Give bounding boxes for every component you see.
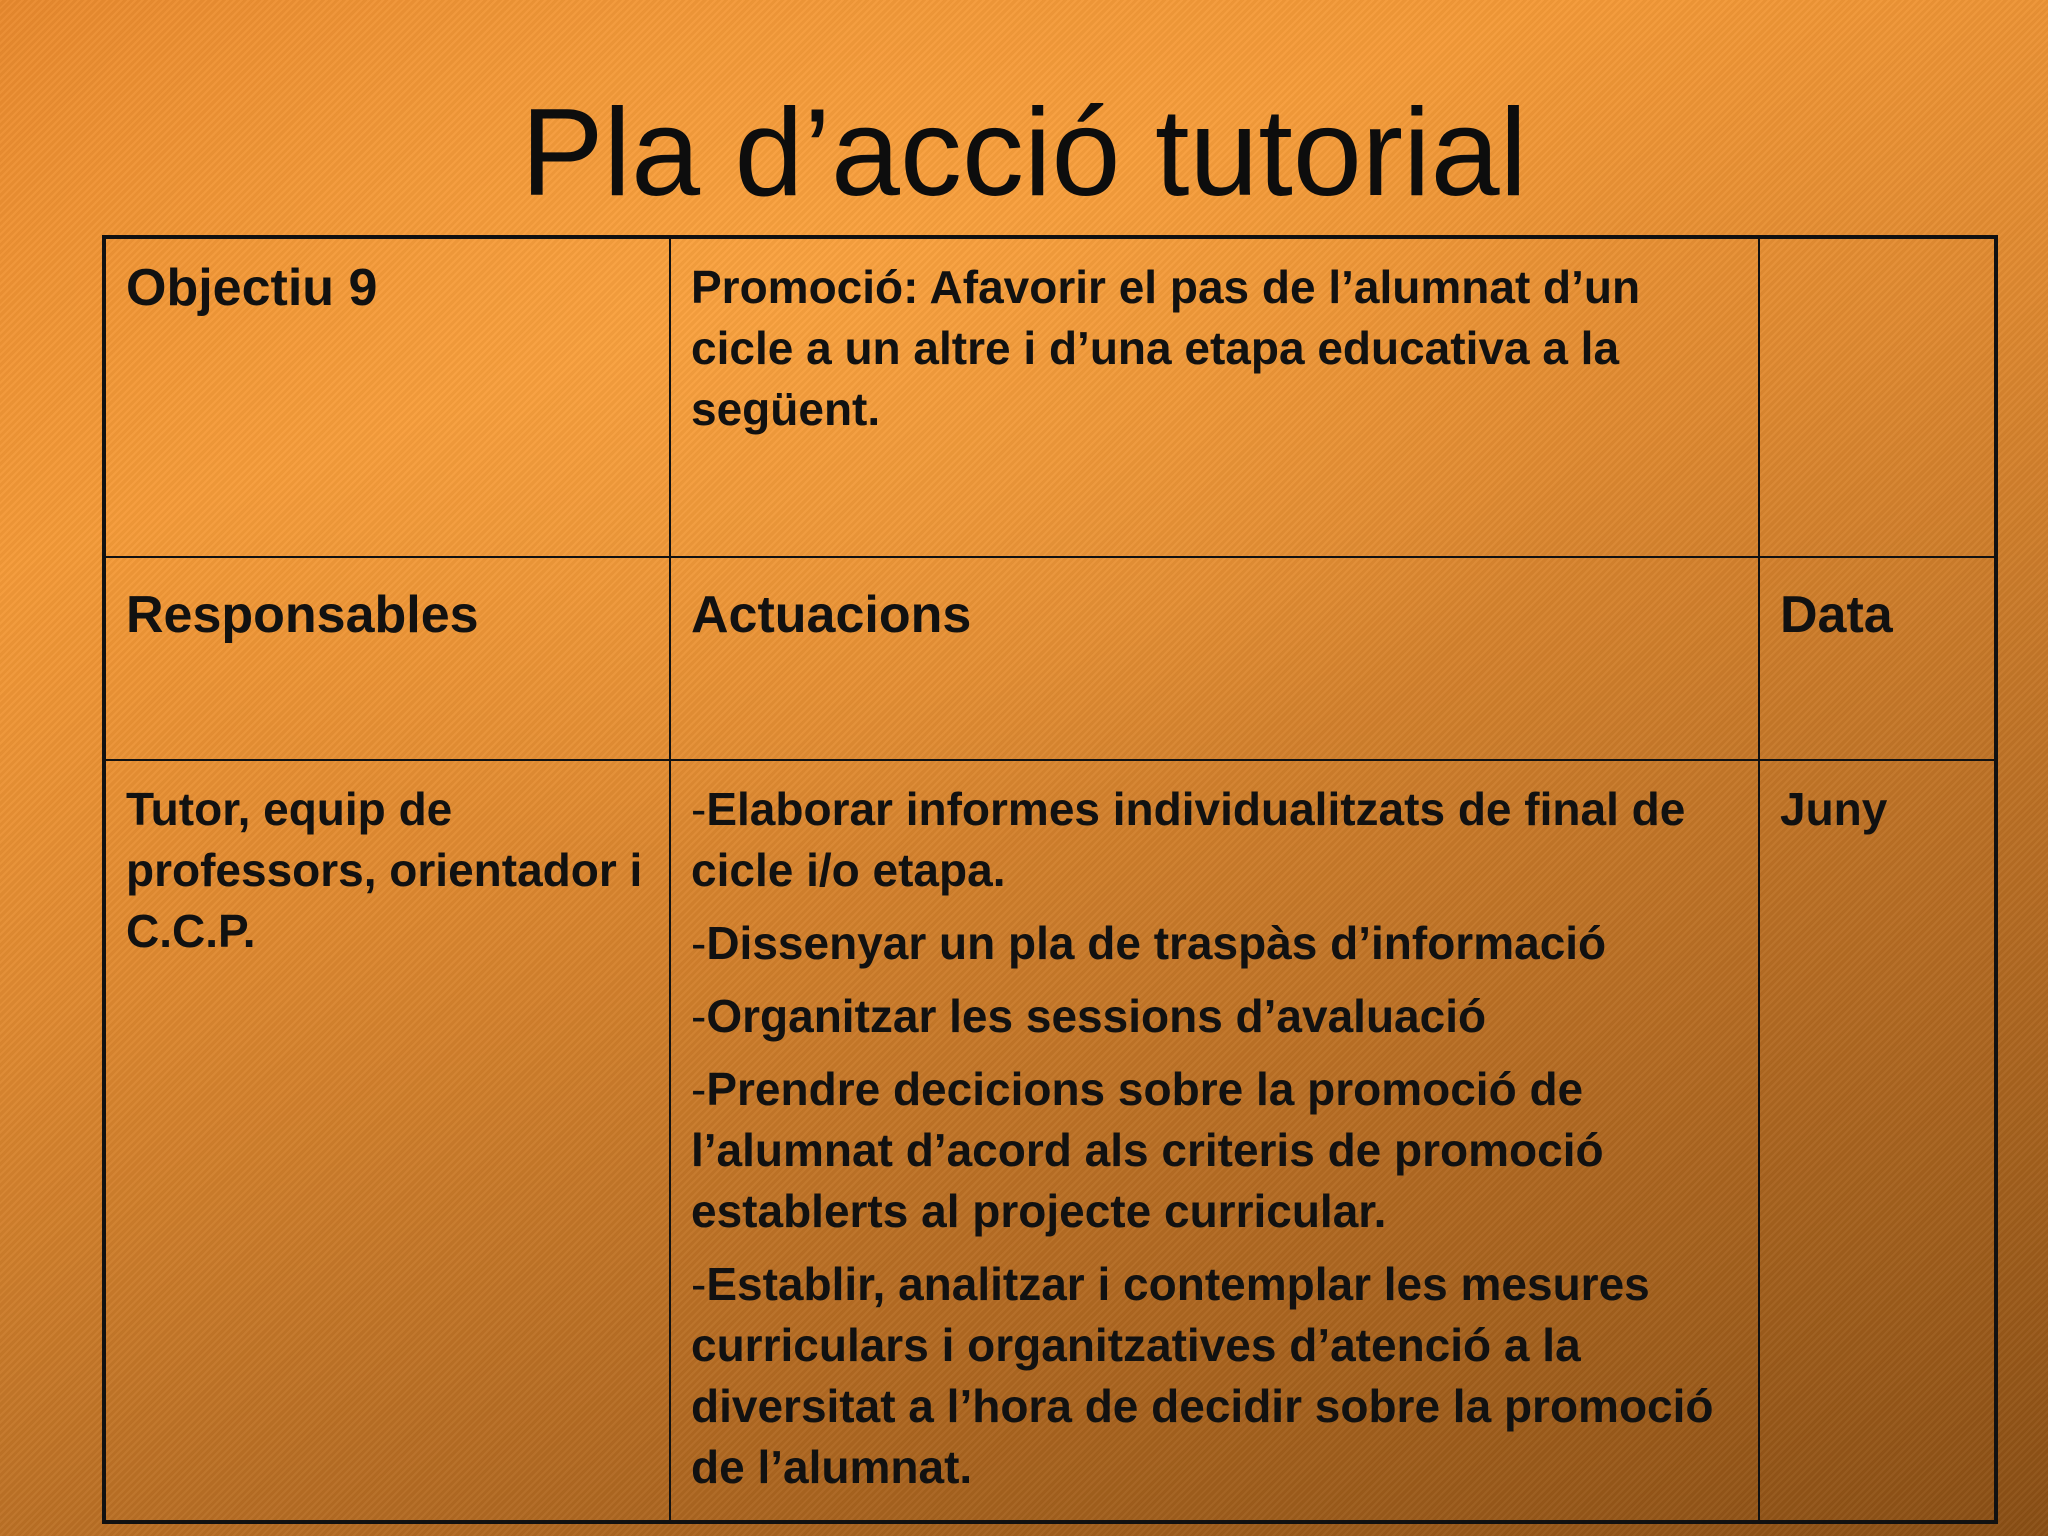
list-item xyxy=(691,913,1738,974)
data-cell xyxy=(1759,760,1996,1522)
bullet-dash: - xyxy=(691,1063,707,1115)
header-data xyxy=(1759,557,1996,760)
action-text: Prendre decicions sobre la promoció de l’alumnat d’acord als criteris de promoció establerts al projecte curricular. xyxy=(691,1063,1604,1237)
action-text: Organitzar les sessions d’avaluació xyxy=(706,990,1487,1042)
list-item xyxy=(691,986,1738,1047)
list-item xyxy=(691,1059,1738,1242)
bullet-dash: - xyxy=(691,1258,707,1310)
bullet-dash: - xyxy=(691,783,707,835)
actions-list xyxy=(691,779,1738,1498)
header-row xyxy=(104,557,1996,760)
objective-label-cell xyxy=(104,237,670,557)
header-actuacions xyxy=(670,557,1759,760)
objective-empty-cell xyxy=(1759,237,1996,557)
objective-text-cell xyxy=(670,237,1759,557)
responsables-cell xyxy=(104,760,670,1522)
content-row xyxy=(104,760,1996,1522)
list-item xyxy=(691,1254,1738,1498)
actuacions-cell xyxy=(670,760,1759,1522)
action-text: Dissenyar un pla de traspàs d’informació xyxy=(706,917,1607,969)
header-responsables xyxy=(104,557,670,760)
action-text: Elaborar informes individualitzats de final de cicle i/o etapa. xyxy=(691,783,1686,896)
action-text: Establir, analitzar i contemplar les mesures curriculars i organitzatives d’atenció a la diversitat a l’hora de decidir sobre la promoció de l’alumnat. xyxy=(691,1258,1714,1493)
header-data-label: Data xyxy=(1780,586,1893,644)
header-responsables-label: Responsables xyxy=(126,586,479,644)
objective-row xyxy=(104,237,1996,557)
objective-text: Promoció: Afavorir el pas de l’alumnat d’un cicle a un altre i d’una etapa educativa a la següent. xyxy=(691,261,1641,435)
list-item xyxy=(691,779,1738,901)
data-text: Juny xyxy=(1780,783,1888,835)
objective-label: Objectiu 9 xyxy=(126,259,378,317)
bullet-dash: - xyxy=(691,917,707,969)
responsables-text: Tutor, equip de professors, orientador i C.C.P. xyxy=(126,783,643,957)
bullet-dash: - xyxy=(691,990,707,1042)
slide-title: Pla d’acció tutorial xyxy=(520,84,1528,222)
header-actuacions-label: Actuacions xyxy=(691,586,972,644)
tutorial-plan-table xyxy=(102,235,1998,1524)
